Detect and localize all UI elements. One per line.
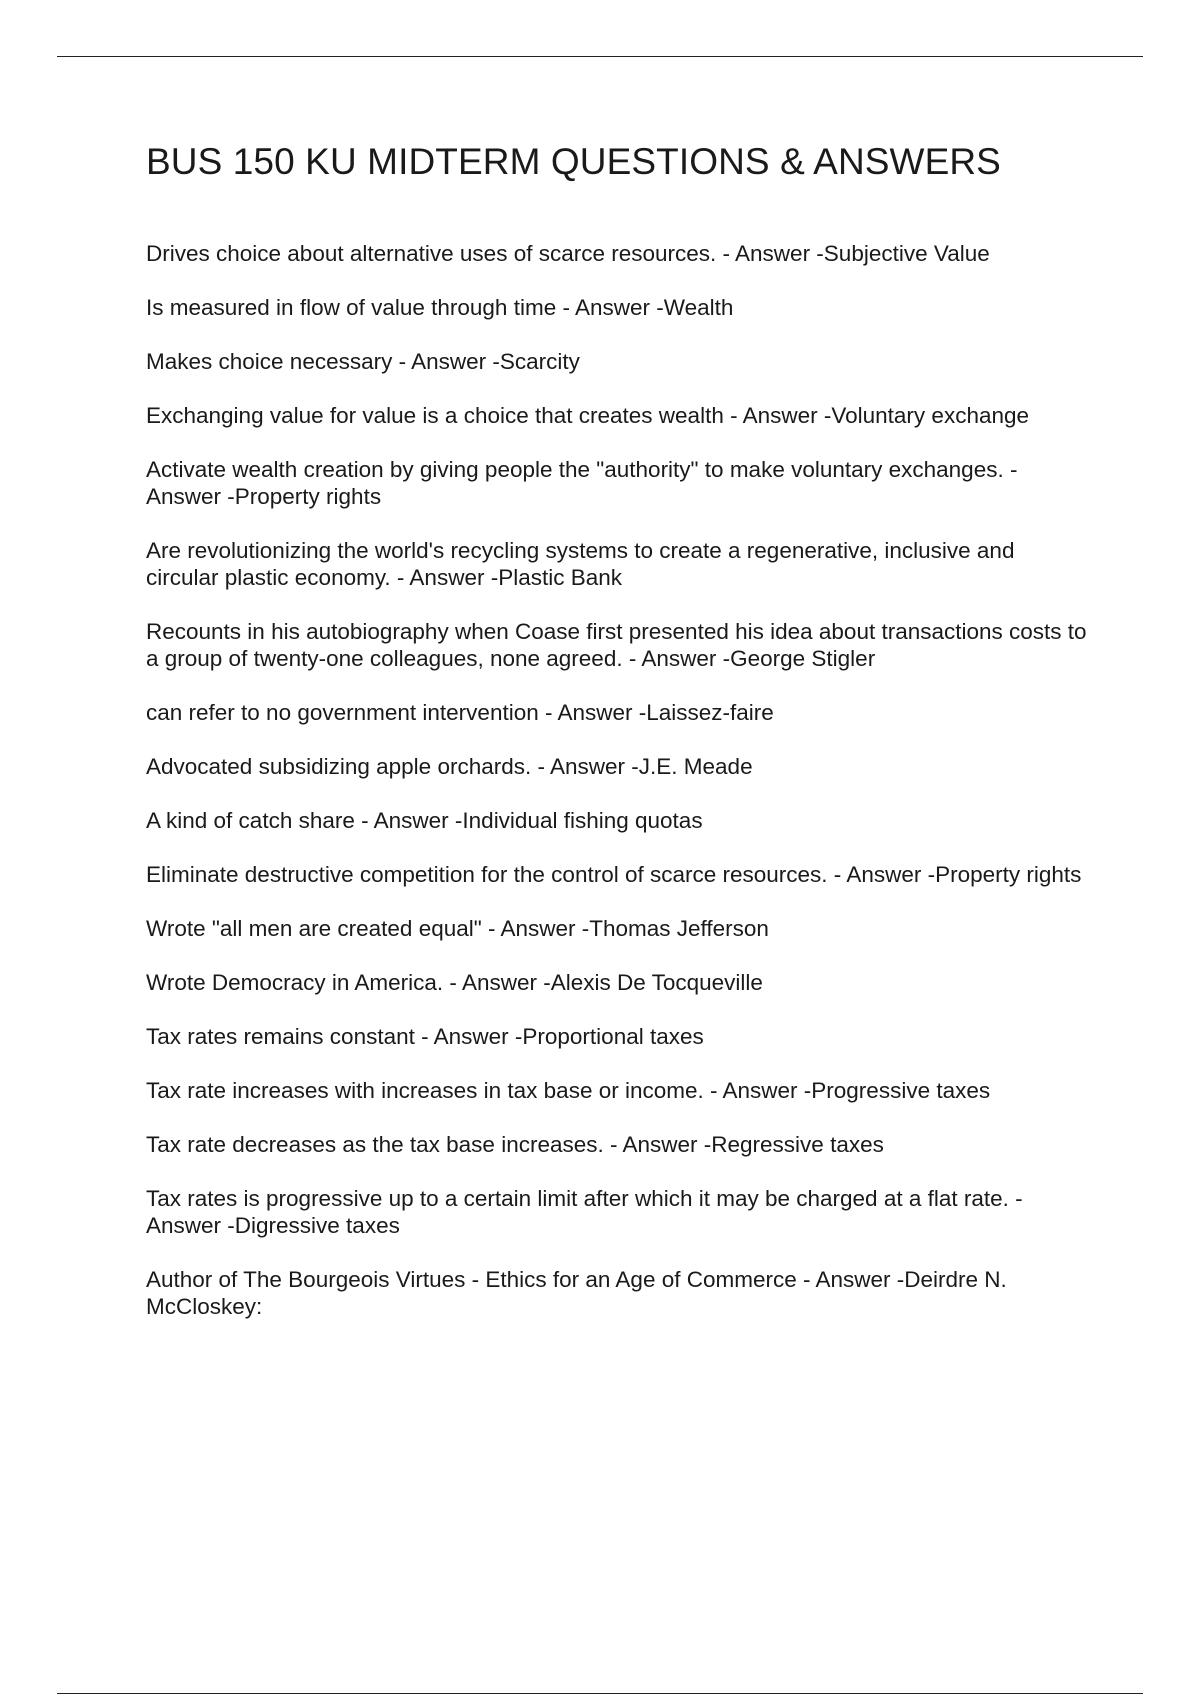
answer-text: Answer -Proportional taxes [433,1024,704,1049]
qa-item [146,537,1091,591]
answer-text: Answer -Wealth [574,295,734,320]
qa-item [146,807,1091,834]
document-content [146,140,1091,1347]
answer-text: Answer -Digressive taxes [146,1213,400,1238]
answer-text: Answer -Deirdre N. McCloskey: [146,1267,1007,1319]
question-text: Activate wealth creation by giving people the "authority" to make voluntary exchanges. - [146,457,1018,482]
qa-item [146,915,1091,942]
document-title: BUS 150 KU MIDTERM QUESTIONS & ANSWERS [146,141,1001,182]
question-text: Makes choice necessary - [146,349,412,374]
qa-item [146,294,1091,321]
question-text: can refer to no government intervention - [146,700,558,725]
qa-item [146,1077,1091,1104]
question-text: Wrote "all men are created equal" - [146,916,501,941]
answer-text: Answer -Alexis De Tocqueville [461,970,763,995]
question-text: Author of The Bourgeois Virtues - Ethics for an Age of Commerce - [146,1267,816,1292]
question-text: Exchanging value for value is a choice that creates wealth - [146,403,743,428]
qa-item [146,1023,1091,1050]
question-text: Tax rates is progressive up to a certain limit after which it may be charged at a flat rate. - [146,1186,1023,1211]
answer-text: Answer -Property rights [146,484,382,509]
qa-item [146,861,1091,888]
qa-item [146,618,1091,672]
answer-text: Answer -Regressive taxes [622,1132,884,1157]
answer-text: Answer -Individual fishing quotas [373,808,703,833]
question-text: Tax rates remains constant - [146,1024,434,1049]
qa-item [146,1131,1091,1158]
qa-item [146,1266,1091,1320]
top-rule [57,56,1143,57]
qa-item [146,1185,1091,1239]
question-text: Recounts in his autobiography when Coase first presented his idea about transactions costs to a group of twenty-one colleagues, none agreed. - [146,619,1087,671]
question-text: Advocated subsidizing apple orchards. - [146,754,550,779]
qa-list [146,240,1091,1320]
qa-item [146,699,1091,726]
answer-text: Answer -Property rights [846,862,1082,887]
answer-text: Answer -Progressive taxes [722,1078,991,1103]
answer-text: Answer -Subjective Value [735,241,990,266]
qa-item [146,348,1091,375]
answer-text: Answer -Voluntary exchange [742,403,1030,428]
answer-text: Answer -J.E. Meade [550,754,753,779]
question-text: Eliminate destructive competition for the control of scarce resources. - [146,862,847,887]
answer-text: Answer -Thomas Jefferson [500,916,769,941]
answer-text: Answer -Plastic Bank [409,565,622,590]
qa-item [146,456,1091,510]
qa-item [146,240,1091,267]
qa-item [146,402,1091,429]
answer-text: Answer -George Stigler [641,646,876,671]
answer-text: Answer -Scarcity [411,349,580,374]
question-text: Is measured in flow of value through time - [146,295,575,320]
question-text: Drives choice about alternative uses of scarce resources. - [146,241,736,266]
qa-item [146,753,1091,780]
bottom-rule [57,1693,1143,1694]
qa-item [146,969,1091,996]
question-text: Tax rate decreases as the tax base increases. - [146,1132,623,1157]
question-text: A kind of catch share - [146,808,374,833]
question-text: Tax rate increases with increases in tax base or income. - [146,1078,723,1103]
question-text: Wrote Democracy in America. - [146,970,462,995]
question-text: Are revolutionizing the world's recycling systems to create a regenerative, inclusive and circular plastic economy. - [146,538,1015,590]
answer-text: Answer -Laissez-faire [557,700,774,725]
